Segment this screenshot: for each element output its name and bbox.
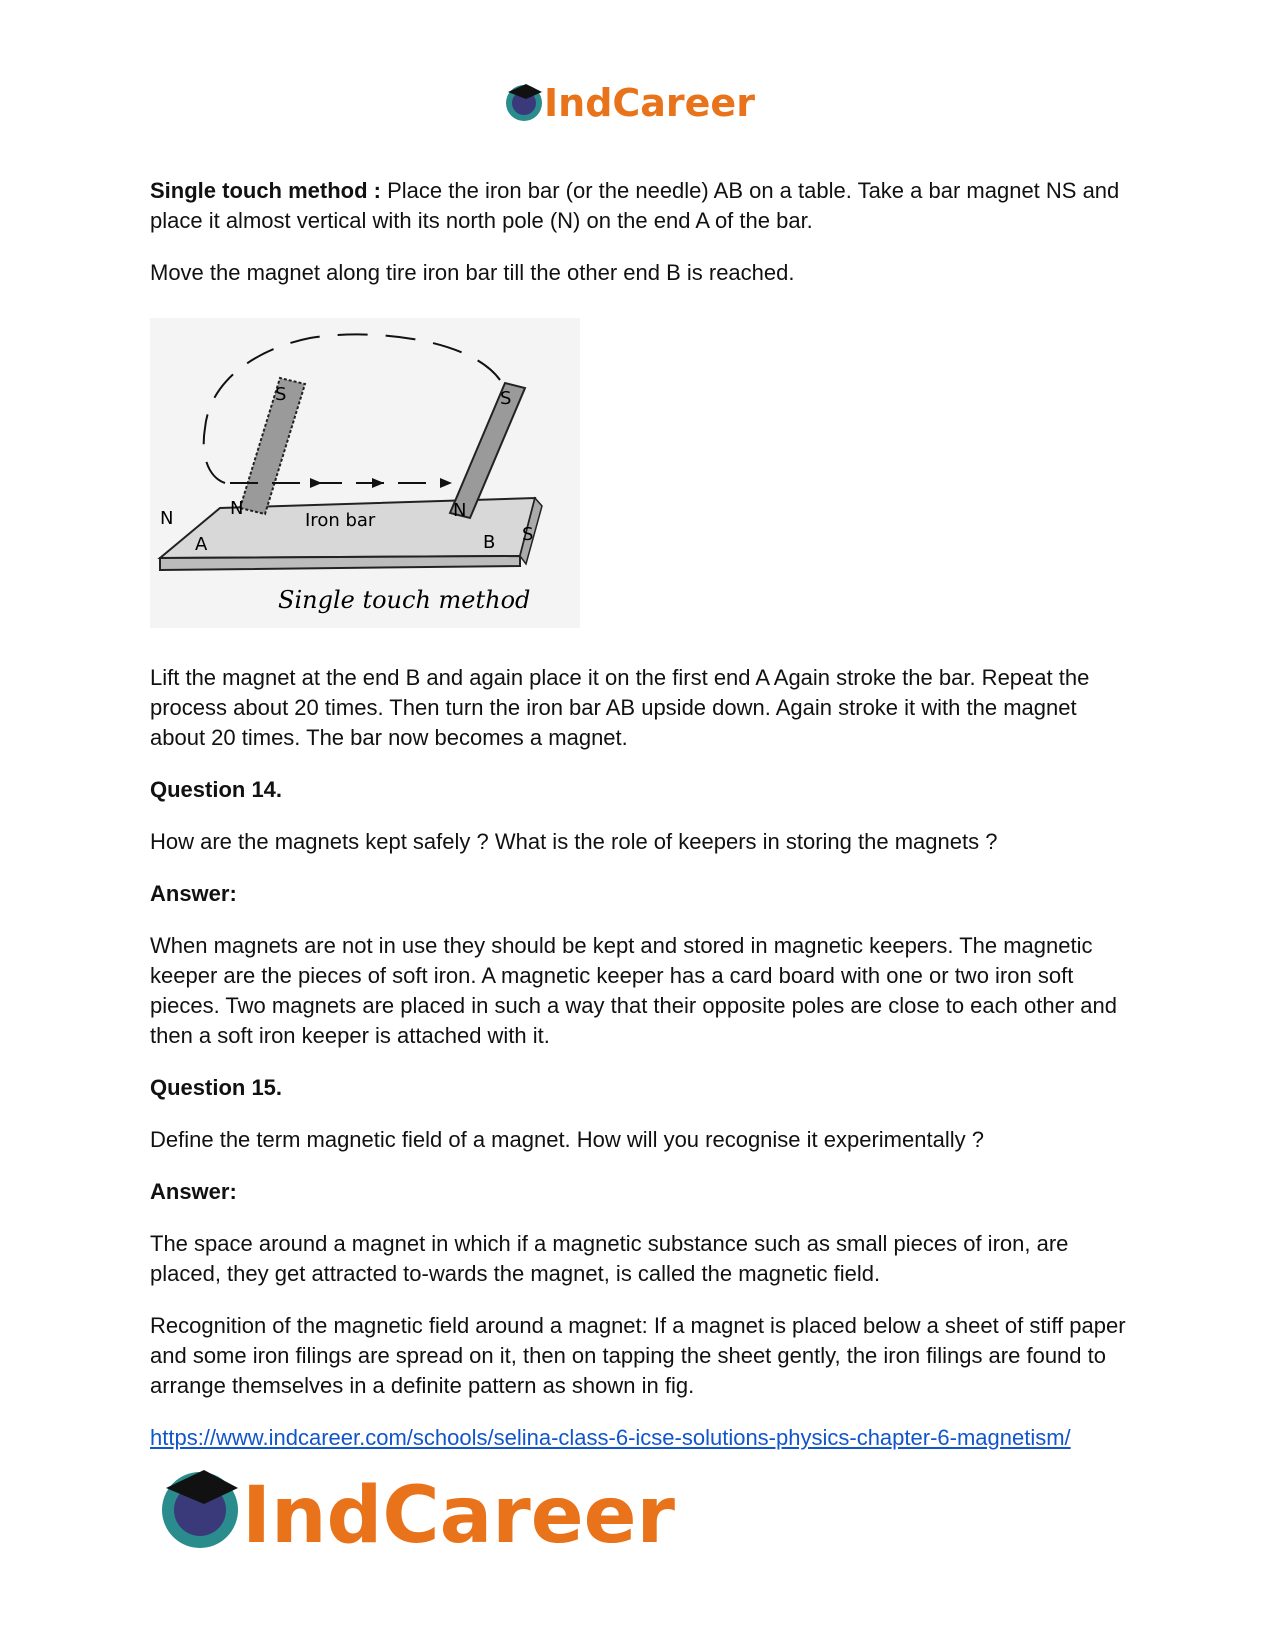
label-n-left-magnet: N: [230, 498, 244, 519]
single-touch-text: Place the iron bar (or the needle) AB on a table. Take a bar magnet NS and place it almost vertical with its north pole (N) on the end A of the bar.: [150, 178, 1120, 233]
paragraph-single-touch: [150, 176, 1135, 236]
indcareer-logo-top: [502, 78, 772, 128]
label-b: B: [483, 532, 496, 553]
answer-15-label: Answer:: [150, 1179, 237, 1204]
label-a: A: [195, 534, 208, 555]
logo-text-bottom: IndCareer: [242, 1471, 675, 1560]
question-15-heading: Question 15.: [150, 1075, 283, 1100]
label-iron-bar: Iron bar: [305, 510, 376, 531]
document-body: [150, 176, 1135, 288]
label-s-left: S: [275, 384, 287, 405]
question-14-heading: Question 14.: [150, 777, 283, 802]
single-touch-label: Single touch method :: [150, 178, 381, 203]
logo-text-top: IndCareer: [544, 81, 755, 125]
graduation-cap-globe-icon-large: [158, 1460, 698, 1560]
answer-14-label: Answer:: [150, 881, 237, 906]
paragraph-lift-magnet: Lift the magnet at the end B and again place it on the first end A Again stroke the bar. Repeat the process about 20 times. Then turn the iron bar AB upside down. Again stroke it with the magnet about 20 times. The bar now becomes a magnet.: [150, 665, 1090, 750]
indcareer-logo-bottom: [158, 1460, 698, 1560]
paragraph-move-magnet: Move the magnet along tire iron bar till the other end B is reached.: [150, 260, 795, 285]
answer-14-text: When magnets are not in use they should be kept and stored in magnetic keepers. The magnetic keeper are the pieces of soft iron. A magnetic keeper has a card board with one or two iron soft pieces. Two magnets are placed in such a way that their opposite poles are close to each other and then a soft iron keeper is attached with it.: [150, 933, 1117, 1048]
document-body-continued: [150, 663, 1135, 1401]
label-n-end: N: [160, 508, 174, 529]
figure-caption: Single touch method: [278, 586, 531, 614]
answer-15-text-2: Recognition of the magnetic field around a magnet: If a magnet is placed below a sheet of stiff paper and some iron filings are spread on it, then on tapping the sheet gently, the iron filings are found to arrange themselves in a definite pattern as shown in fig.: [150, 1313, 1126, 1398]
question-14-text: How are the magnets kept safely ? What is the role of keepers in storing the magnets ?: [150, 829, 998, 854]
answer-15-text-1: The space around a magnet in which if a magnetic substance such as small pieces of iron, are placed, they get attracted to-wards the magnet, is called the magnetic field.: [150, 1231, 1069, 1286]
label-s-end: S: [522, 524, 534, 545]
source-url-link[interactable]: https://www.indcareer.com/schools/selina-class-6-icse-solutions-physics-chapter-6-magnetism/: [150, 1425, 1071, 1450]
single-touch-method-figure: [150, 318, 580, 628]
question-15-text: Define the term magnetic field of a magnet. How will you recognise it experimentally ?: [150, 1127, 984, 1152]
graduation-cap-globe-icon: [502, 78, 772, 128]
label-n-right-magnet: N: [453, 500, 467, 521]
label-s-right: S: [500, 388, 512, 409]
